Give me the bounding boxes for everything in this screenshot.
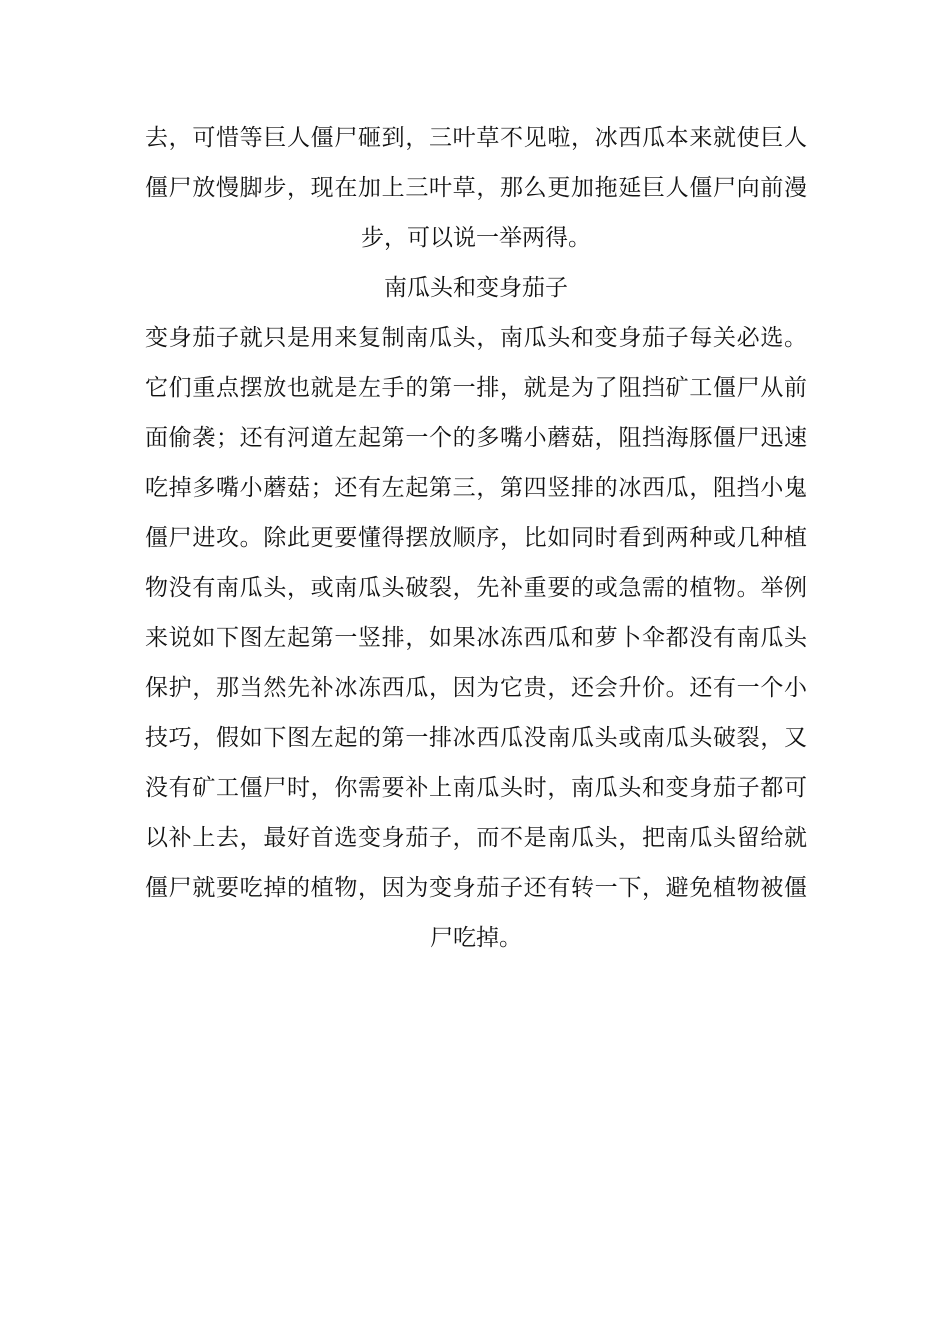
paragraph-line: 僵尸就要吃掉的植物，因为变身茄子还有转一下，避免植物被僵 bbox=[145, 875, 807, 901]
paragraph-line: 面偷袭；还有河道左起第一个的多嘴小蘑菇，阻挡海豚僵尸迅速 bbox=[145, 425, 807, 451]
paragraph-line: 来说如下图左起第一竖排，如果冰冻西瓜和萝卜伞都没有南瓜头 bbox=[145, 625, 807, 651]
paragraph-line: 以补上去，最好首选变身茄子，而不是南瓜头，把南瓜头留给就 bbox=[145, 825, 807, 851]
paragraph-line: 步，可以说一举两得。 bbox=[361, 225, 591, 251]
paragraph-line: 没有矿工僵尸时，你需要补上南瓜头时，南瓜头和变身茄子都可 bbox=[145, 775, 807, 801]
paragraph-line: 僵尸放慢脚步，现在加上三叶草，那么更加拖延巨人僵尸向前漫 bbox=[145, 175, 807, 201]
section-heading-block bbox=[145, 263, 807, 313]
paragraph-line: 变身茄子就只是用来复制南瓜头，南瓜头和变身茄子每关必选。 bbox=[145, 325, 807, 351]
paragraph-line: 保护，那当然先补冰冻西瓜，因为它贵，还会升价。还有一个小 bbox=[145, 675, 807, 701]
body-paragraph bbox=[145, 313, 807, 963]
paragraph-line: 吃掉多嘴小蘑菇；还有左起第三，第四竖排的冰西瓜，阻挡小鬼 bbox=[145, 475, 807, 501]
paragraph-line: 它们重点摆放也就是左手的第一排，就是为了阻挡矿工僵尸从前 bbox=[145, 375, 807, 401]
paragraph-line: 去，可惜等巨人僵尸砸到，三叶草不见啦，冰西瓜本来就使巨人 bbox=[145, 125, 807, 151]
intro-paragraph bbox=[145, 113, 807, 263]
paragraph-line: 尸吃掉。 bbox=[430, 925, 522, 951]
paragraph-line: 僵尸进攻。除此更要懂得摆放顺序，比如同时看到两种或几种植 bbox=[145, 525, 807, 551]
section-heading: 南瓜头和变身茄子 bbox=[384, 275, 568, 301]
paragraph-line: 技巧，假如下图左起的第一排冰西瓜没南瓜头或南瓜头破裂，又 bbox=[145, 725, 807, 751]
paragraph-line: 物没有南瓜头，或南瓜头破裂，先补重要的或急需的植物。举例 bbox=[145, 575, 807, 601]
